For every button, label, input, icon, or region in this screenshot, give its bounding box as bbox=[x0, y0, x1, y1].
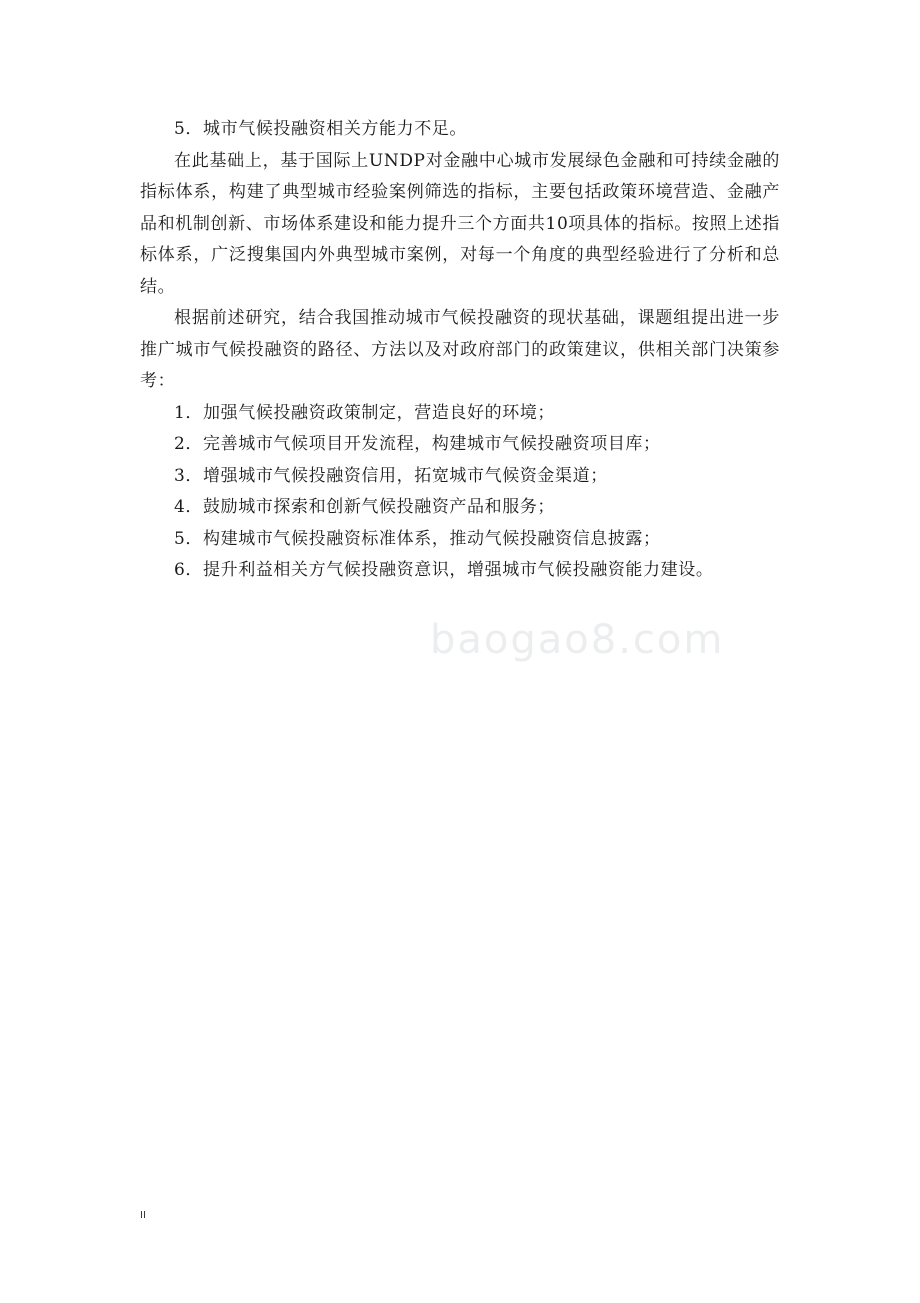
document-body bbox=[140, 114, 780, 587]
recommendation-item: 2．完善城市气候项目开发流程，构建城市气候投融资项目库； bbox=[174, 434, 661, 454]
recommendation-item: 1．加强气候投融资政策制定，营造良好的环境； bbox=[174, 402, 556, 423]
paragraph: 在此基础上，基于国际上UNDP对金融中心城市发展绿色金融和可持续金融的指标体系，构建了典型城市经验案例筛选的指标，主要包括政策环境营造、金融产品和机制创新、市场体系建设和能力提升三个方面共10项具体的指标。按照上述指标体系，广泛搜集国内外典型城市案例，对每一个角度的典型经验进行了分析和总结。 bbox=[140, 150, 780, 297]
page-number: II bbox=[140, 1210, 146, 1221]
recommendation-item: 3．增强城市气候投融资信用，拓宽城市气候资金渠道； bbox=[174, 465, 608, 486]
paragraph: 根据前述研究，结合我国推动城市气候投融资的现状基础，课题组提出进一步推广城市气候投融资的路径、方法以及对政府部门的政策建议，供相关部门决策参考： bbox=[140, 308, 780, 391]
recommendation-item: 5．构建城市气候投融资标准体系，推动气候投融资信息披露； bbox=[174, 528, 661, 549]
list-item: 5．城市气候投融资相关方能力不足。 bbox=[174, 119, 468, 139]
watermark: baogao8.com bbox=[430, 617, 725, 663]
recommendation-item: 6．提升利益相关方气候投融资意识，增强城市气候投融资能力建设。 bbox=[174, 560, 714, 580]
recommendation-item: 4．鼓励城市探索和创新气候投融资产品和服务； bbox=[174, 497, 556, 517]
